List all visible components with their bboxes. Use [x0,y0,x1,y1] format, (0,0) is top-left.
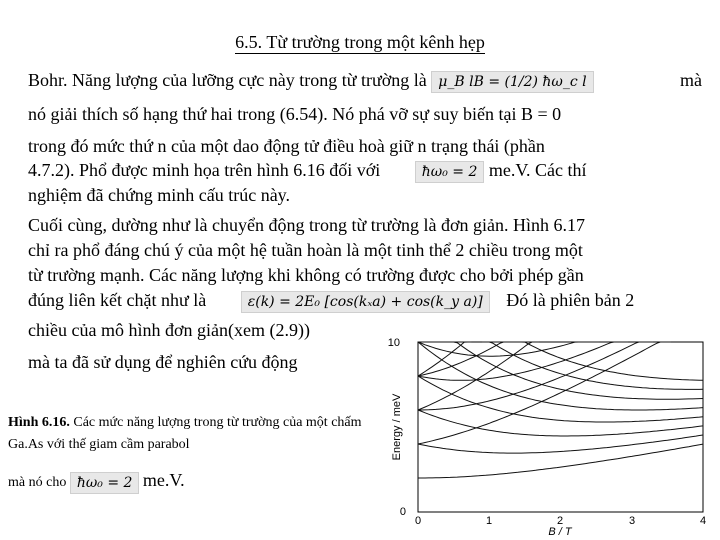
para1-line3: trong đó mức thứ n của một dao động tử điều hoà giữ n trạng thái (phần [28,136,545,156]
energy-levels [418,342,703,478]
para1-line4: 4.7.2). Phổ được minh họa trên hình 6.16 đối với ħω₀ = 2 me.V. Các thí [28,160,587,183]
energy-level-curve [418,342,539,410]
energy-level-curve [511,342,703,380]
para2-line4: đúng liên kết chặt như là ε(k) = 2E₀ [cos(kₓa) + cos(k_y a)] Đó là phiên bản 2 [28,290,634,313]
para2-line6: mà ta đã sử dụng để nghiên cứu động [28,352,298,372]
caption-label: Hình 6.16. [8,415,70,430]
slide-title: 6.5. Từ trường trong một kênh hẹp [235,32,485,52]
energy-level-curve [447,342,704,399]
y-tick-label-top: 10 [387,337,400,349]
figure-caption [8,412,368,456]
para2-line3: từ trường mạnh. Các năng lượng khi không có trường được cho bởi phép gần [28,265,584,285]
para1-line1: Bohr. Năng lượng của lưỡng cực này trong từ trường là μ_B lB = (1/2) ħω_c l mà [28,70,594,93]
energy-level-curve [418,444,703,478]
para2-line5: chiều của mô hình đơn giản(xem (2.9)) [28,320,310,340]
x-tick-label: 3 [628,515,636,527]
caption-tail: mà nó cho ħω₀ = 2 me.V. [8,470,185,494]
x-tick-label: 0 [414,515,422,527]
formula-dipole-energy: μ_B lB = (1/2) ħω_c l [431,71,593,93]
energy-level-curve [418,435,703,453]
formula-hw0: ħω₀ = 2 [415,161,485,183]
energy-level-curve [418,410,703,436]
caption-text: Các mức năng lượng trong từ trường của một chấm Ga.As với thế giam cầm parabol [8,415,362,452]
energy-level-curve [418,342,671,444]
x-tick-label: 1 [485,515,493,527]
formula-tight-binding: ε(k) = 2E₀ [cos(kₓa) + cos(k_y a)] [241,291,490,313]
energy-level-chart [380,332,715,537]
para1-line5: nghiệm đã chứng minh cấu trúc này. [28,185,291,205]
x-tick-label: 4 [699,515,707,527]
y-tick-label-bottom: 0 [399,506,406,518]
para1-line2: nó giải thích số hạng thứ hai trong (6.54). Nó phá vỡ sự suy biến tại B = 0 [28,104,562,124]
energy-level-curve [418,342,703,410]
para2-line1: Cuối cùng, dường như là chuyển động trong từ trường là đơn giản. Hình 6.17 [28,215,586,235]
plot-frame [418,342,703,512]
x-axis-label: B / T [548,526,572,537]
energy-level-curve [418,342,600,356]
caption-formula: ħω₀ = 2 [70,472,140,494]
x-tick-label: 2 [556,515,564,527]
para2-line2: chỉ ra phổ đáng chú ý của một hệ tuần hoàn là một tinh thể 2 chiều trong một [28,240,583,260]
energy-level-curve [482,342,703,389]
y-axis-label: Energy / meV [391,393,403,461]
